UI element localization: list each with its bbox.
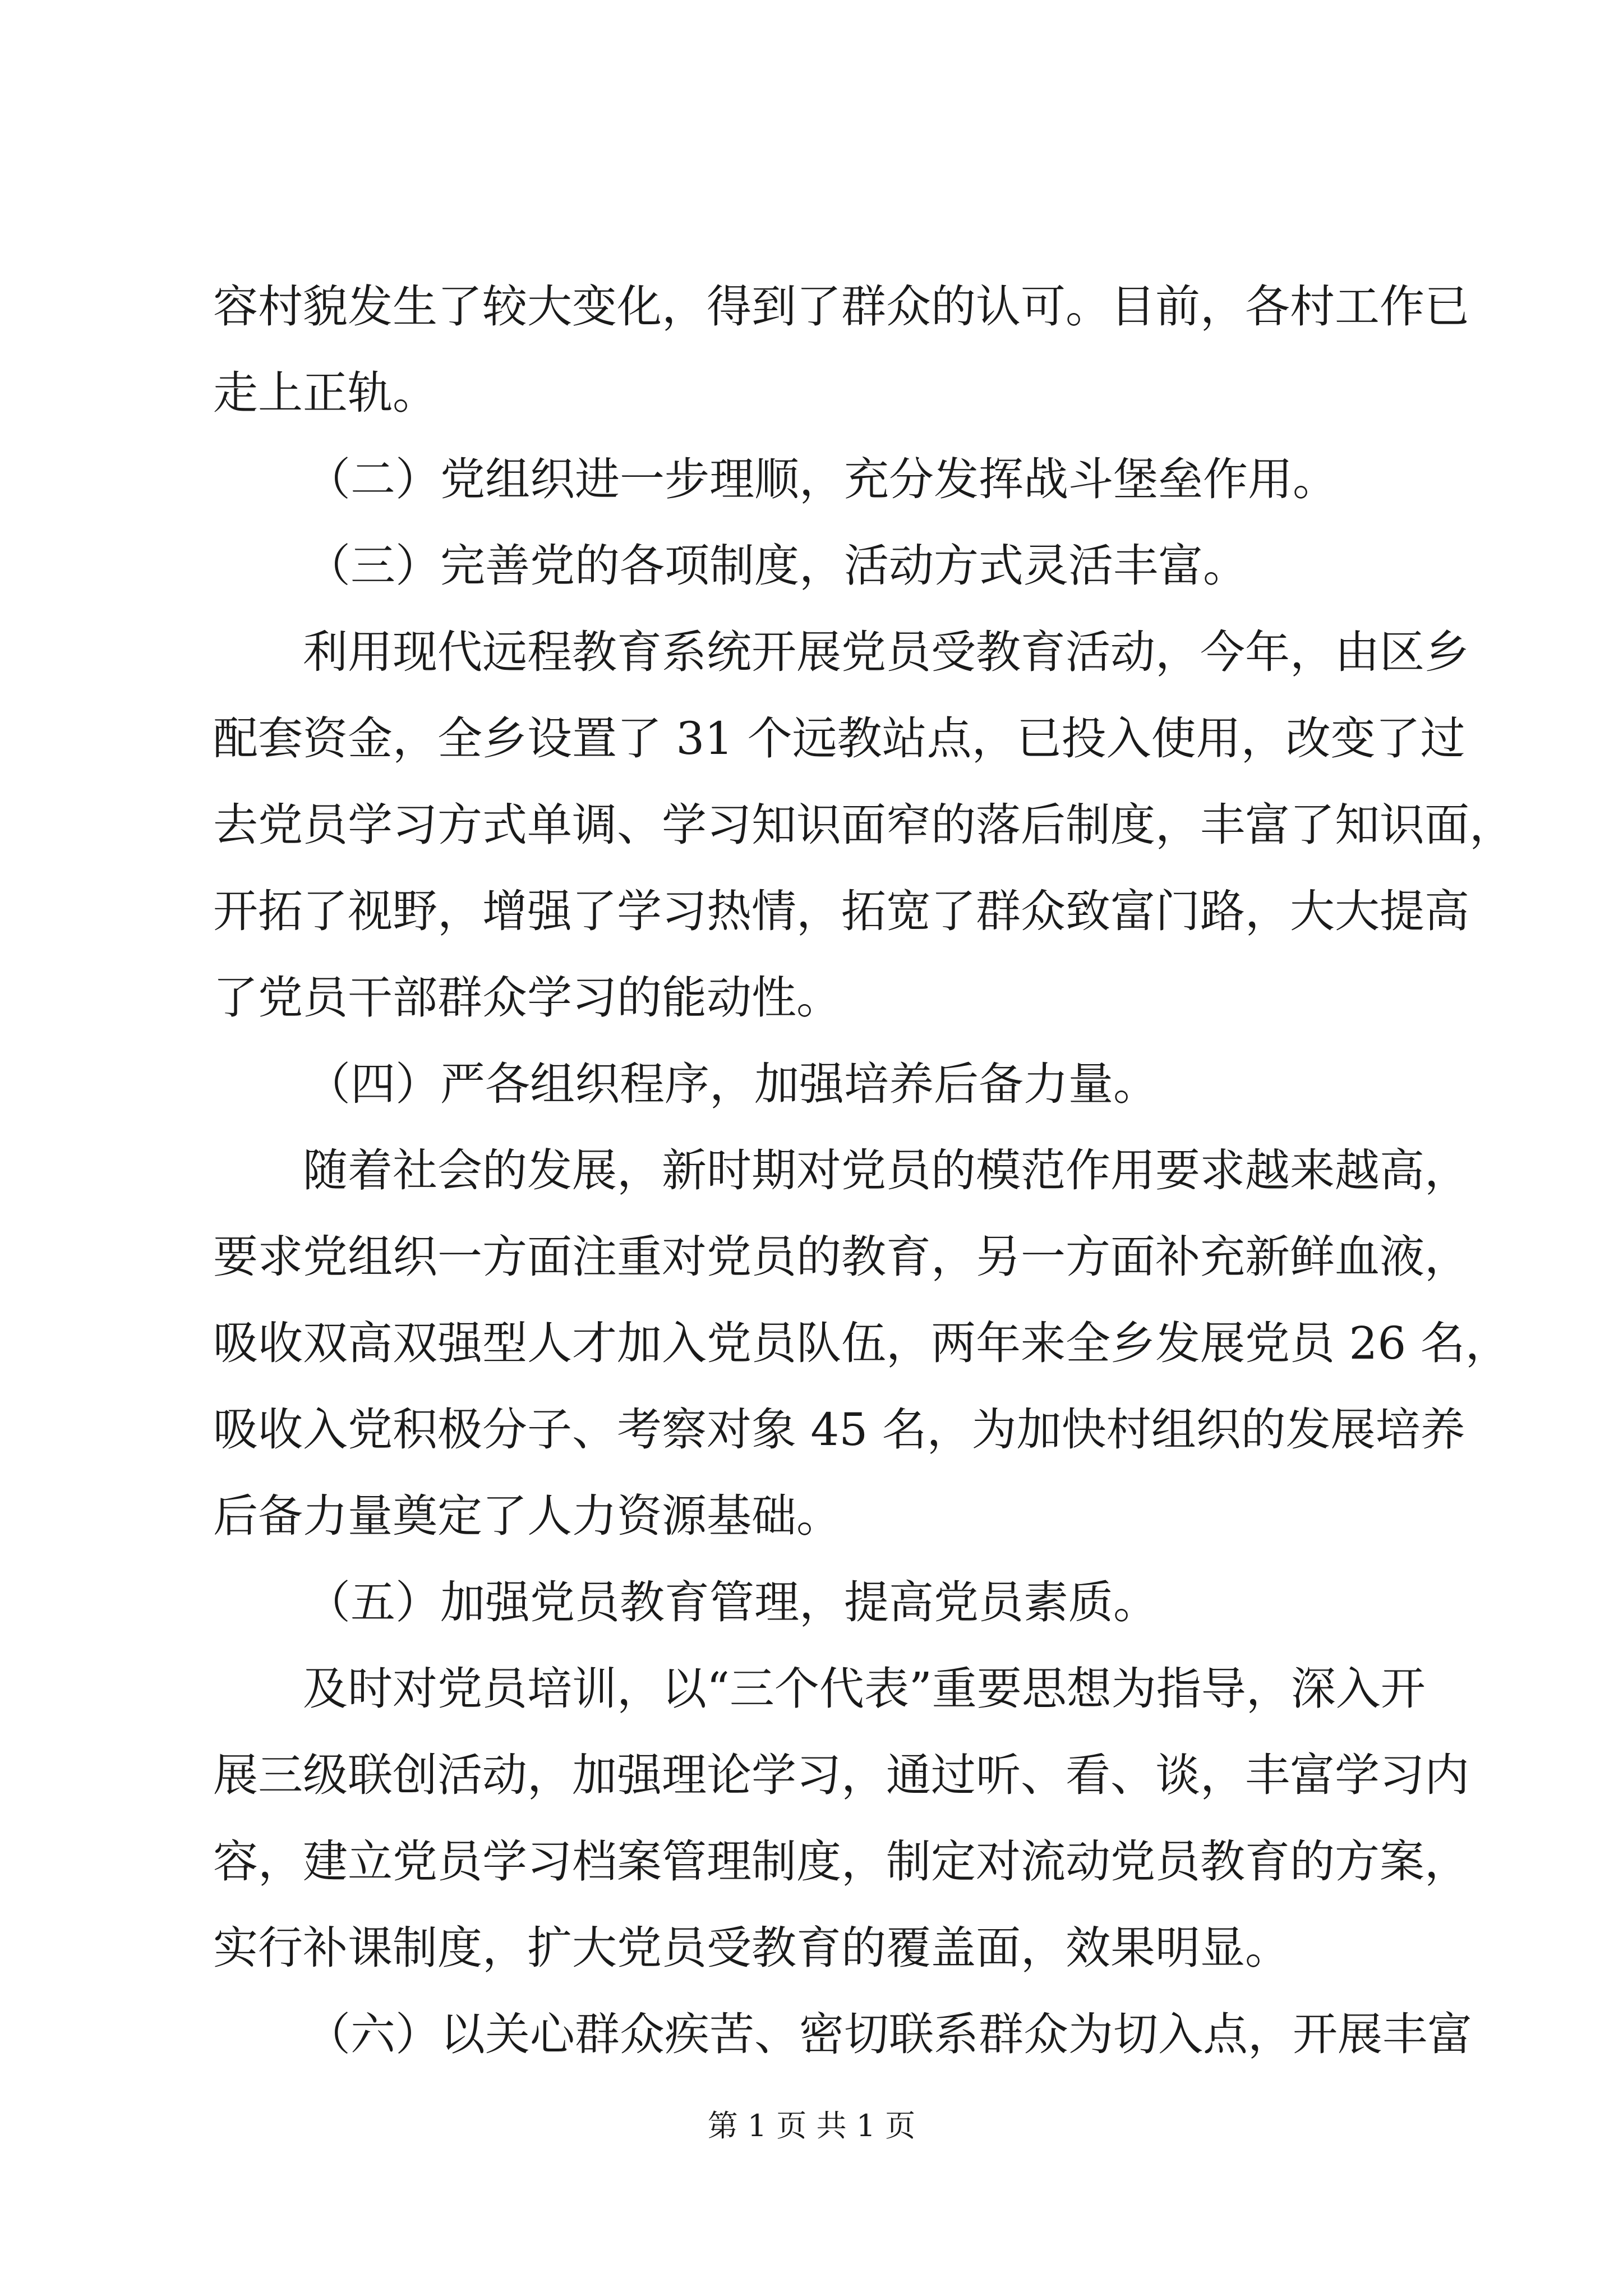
paragraph-line-2: 配套资金，全乡设置了 31 个远教站点，已投入使用，改变了过 bbox=[213, 712, 1465, 765]
paragraph-line-3: 去党员学习方式单调、学习知识面窄的落后制度，丰富了知识面， bbox=[213, 799, 1514, 851]
section-heading-4: （四）严各组织程序，加强培养后备力量。 bbox=[306, 1058, 1158, 1110]
section-heading-5: （五）加强党员教育管理，提高党员素质。 bbox=[306, 1576, 1158, 1628]
paragraph-line-1: 利用现代远程教育系统开展党员受教育活动，今年，由区乡 bbox=[303, 626, 1469, 678]
text-line-2: 走上正轨。 bbox=[213, 367, 437, 419]
paragraph-line-5: 了党员干部群众学习的能动性。 bbox=[213, 972, 841, 1024]
paragraph-line-4: 开拓了视野，增强了学习热情，拓宽了群众致富门路，大大提高 bbox=[213, 885, 1469, 937]
page-footer: 第 1 页 共 1 页 bbox=[707, 2108, 916, 2143]
section-heading-2: （二）党组织进一步理顺，充分发挥战斗堡垒作用。 bbox=[306, 453, 1338, 505]
paragraph-line-8: 吸收双高双强型人才加入党员队伍，两年来全乡发展党员 26 名， bbox=[213, 1317, 1510, 1369]
paragraph-line-7: 要求党组织一方面注重对党员的教育，另一方面补充新鲜血液， bbox=[213, 1231, 1469, 1283]
paragraph-line-14: 实行补课制度，扩大党员受教育的覆盖面，效果明显。 bbox=[213, 1922, 1290, 1974]
paragraph-line-9: 吸收入党积极分子、考察对象 45 名，为加快村组织的发展培养 bbox=[213, 1404, 1465, 1456]
section-heading-6: （六）以关心群众疾苦、密切联系群众为切入点，开展丰富 bbox=[306, 2008, 1472, 2060]
paragraph-line-12: 展三级联创活动，加强理论学习，通过听、看、谈，丰富学习内 bbox=[213, 1749, 1469, 1801]
text-line-1: 容村貌发生了较大变化，得到了群众的认可。目前，各村工作已 bbox=[213, 280, 1469, 333]
paragraph-line-6: 随着社会的发展，新时期对党员的模范作用要求越来越高， bbox=[303, 1144, 1469, 1197]
paragraph-line-10: 后备力量奠定了人力资源基础。 bbox=[213, 1490, 841, 1542]
paragraph-line-13: 容，建立党员学习档案管理制度，制定对流动党员教育的方案， bbox=[213, 1835, 1469, 1888]
section-heading-3: （三）完善党的各项制度，活动方式灵活丰富。 bbox=[306, 540, 1248, 592]
paragraph-line-11: 及时对党员培训，以“三个代表”重要思想为指导，深入开 bbox=[303, 1663, 1426, 1715]
document-body bbox=[213, 264, 1514, 2078]
